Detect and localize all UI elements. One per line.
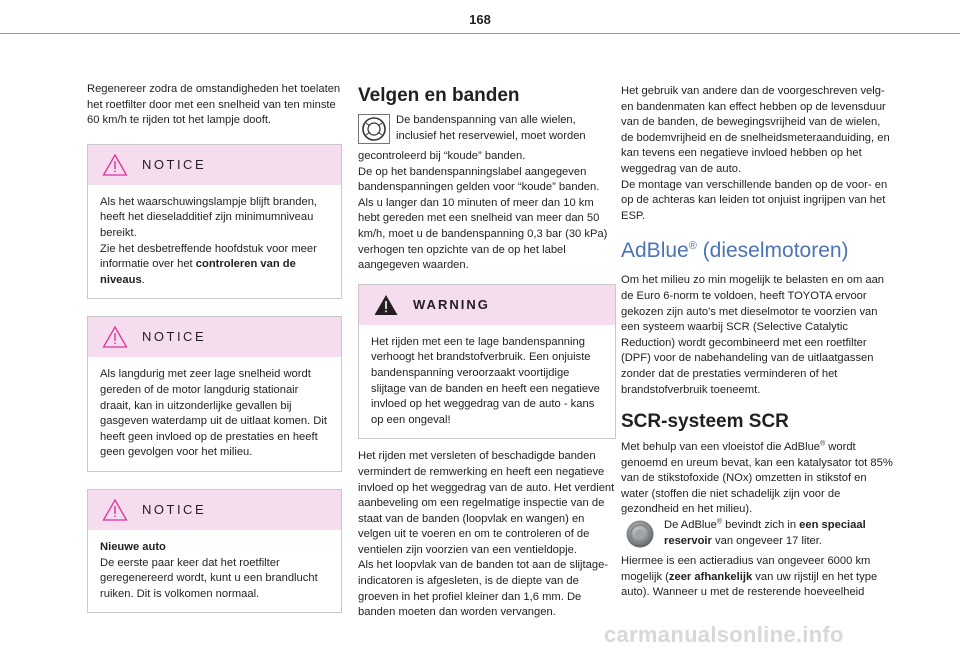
warning-text: Het rijden met een te lage bandenspanning verhoogt het brandstofverbruik. Een onjuiste bandenspanning veroorzaakt voortijdige slijtage van de banden en heeft een negatieve invloed op het weggedrag van de auto - kans op een ongeval! bbox=[371, 335, 600, 426]
warning-triangle-icon bbox=[102, 153, 128, 182]
intro-paragraph: Regenereer zodra de omstandigheden het toelaten het roetfilter door met een snelheid van ten minste 60 km/h te rijden tot het lampje dooft. bbox=[87, 83, 341, 127]
adblue-range-text: Hiermee is een actieradius van ongeveer 6000 km mogelijk (zeer afhankelijk van uw rijstijl en het type auto). Wanneer u met de resterende hoeveelheid bbox=[621, 555, 878, 599]
notice-subtitle: Nieuwe auto bbox=[100, 540, 166, 553]
notice-title: NOTICE bbox=[142, 501, 207, 517]
watermark: carmanualsonline.info bbox=[604, 622, 844, 647]
notice-text: Als langdurig met zeer lage snelheid wordt gereden of de motor langdurig stationair draait, kan in uitzonderlijke gevallen bij gasgeven waterdamp uit de uitlaat komen. Dit heeft geen invloed op de prestaties en heeft geen gevolgen voor het milieu. bbox=[100, 368, 327, 459]
notice-box-1 bbox=[87, 144, 342, 300]
warning-box bbox=[358, 284, 616, 440]
warning-header bbox=[359, 285, 615, 325]
notice-box-2 bbox=[87, 316, 342, 472]
tyre-paragraph-5: Als het loopvlak van de banden tot aan de slijtage-indicatoren is afgesleten, is de diepte van de groeven in het profiel kleiner dan 1,6 mm. De banden moeten dan worden vervangen. bbox=[358, 559, 609, 619]
notice-header bbox=[88, 317, 341, 357]
column-left bbox=[87, 82, 342, 630]
tyre-paragraph-1: gecontroleerd bij “koude” banden. bbox=[358, 150, 526, 162]
column-right bbox=[621, 84, 895, 601]
notice-text: De eerste paar keer dat het roetfilter geregenereerd wordt, kunt u een brandlucht ruiken. Dit is volkomen normaal. bbox=[100, 556, 318, 600]
notice-bold: controleren van de niveaus bbox=[100, 258, 296, 286]
adblue-tank-row bbox=[621, 518, 895, 554]
rim-paragraph-2: De montage van verschillende banden op de voor- en op de achteras kan leiden tot onjuist ingrijpen van het ESP. bbox=[621, 178, 888, 222]
tyre-icon bbox=[358, 114, 390, 149]
warning-title: WARNING bbox=[413, 296, 490, 312]
notice-box-3 bbox=[87, 489, 342, 613]
tyre-paragraph-3: Als u langer dan 10 minuten of meer dan 10 km hebt gereden met een snelheid van meer dan 50 km/h, moet u de bandenspanning 0,3 bar (30 kPa) verhogen ten opzichte van de op het label aangegeven waarden. bbox=[358, 196, 608, 272]
warning-triangle-icon bbox=[373, 293, 399, 322]
adblue-cap-icon bbox=[621, 519, 659, 554]
section-heading-adblue: AdBlue® (dieselmotoren) bbox=[621, 239, 849, 263]
warning-triangle-icon bbox=[102, 498, 128, 527]
tyre-pressure-row bbox=[358, 113, 616, 149]
adblue-paragraph: Om het milieu zo min mogelijk te belasten en om aan de Euro 6-norm te voldoen, heeft TOYOTA ervoor gekozen zijn auto's met dieselmotor te voorzien van een systeem waarbij SCR (Selective Catalytic Reduction) wordt gecombineerd met een roetfilter (DPF) voor de nabehandeling van de uitlaatgassen zonder dat de prestaties verminderen of het brandstofverbruik toeneemt. bbox=[621, 274, 885, 396]
tyre-paragraph-4: Het rijden met versleten of beschadigde banden vermindert de remwerking en heeft een negatieve invloed op het weggedrag van de auto. Het verdient aanbeveling om een regelmatige inspectie van de staat van de banden (loopvlak en wangen) en velgen uit te voeren en om te controleren of de ventielen zijn voorzien van een ventieldopje. bbox=[358, 450, 615, 556]
adblue-tank-text: De AdBlue® bevindt zich in een speciaal reservoir van ongeveer 17 liter. bbox=[664, 518, 866, 547]
warning-triangle-icon bbox=[102, 325, 128, 354]
tyre-intro-text: De bandenspanning van alle wielen, inclusief het reservewiel, moet worden bbox=[396, 114, 586, 142]
column-middle bbox=[358, 84, 616, 621]
notice-title: NOTICE bbox=[142, 329, 207, 345]
scr-paragraph: Met behulp van een vloeistof die AdBlue® wordt genoemd en ureum bevat, kan een katalysator tot 85% van de stikstofoxide (NOx) omzetten in stikstof en water (stoffen die niet schadelijk zijn voor de gezondheid en het milieu). bbox=[621, 440, 893, 516]
page-number: 168 bbox=[469, 12, 491, 27]
rim-paragraph-1: Het gebruik van andere dan de voorgeschreven velg- en bandenmaten kan effect hebben op de levensduur van de banden, de bewegingsvrijheid van de wielen, de bodemvrijheid en de snelheidsmeteraanduiding, en kan tevens een negatieve invloed hebben op het weggedrag van de auto. bbox=[621, 85, 890, 175]
section-heading-scr: SCR-systeem SCR bbox=[621, 411, 789, 433]
notice-header bbox=[88, 490, 341, 530]
header-divider bbox=[0, 33, 960, 34]
notice-title: NOTICE bbox=[142, 156, 207, 172]
section-heading-tyres: Velgen en banden bbox=[358, 85, 520, 106]
tyre-paragraph-2: De op het bandenspanningslabel aangegeven bandenspanningen gelden voor “koude” banden. bbox=[358, 165, 600, 194]
notice-header bbox=[88, 145, 341, 185]
notice-text: Als het waarschuwingslampje blijft branden, heeft het dieseladditief zijn minimumniveau bereikt. bbox=[100, 195, 318, 239]
notice-text-2: Zie het desbetreffende hoofdstuk voor meer informatie over het controleren van de niveaus. bbox=[100, 242, 317, 286]
